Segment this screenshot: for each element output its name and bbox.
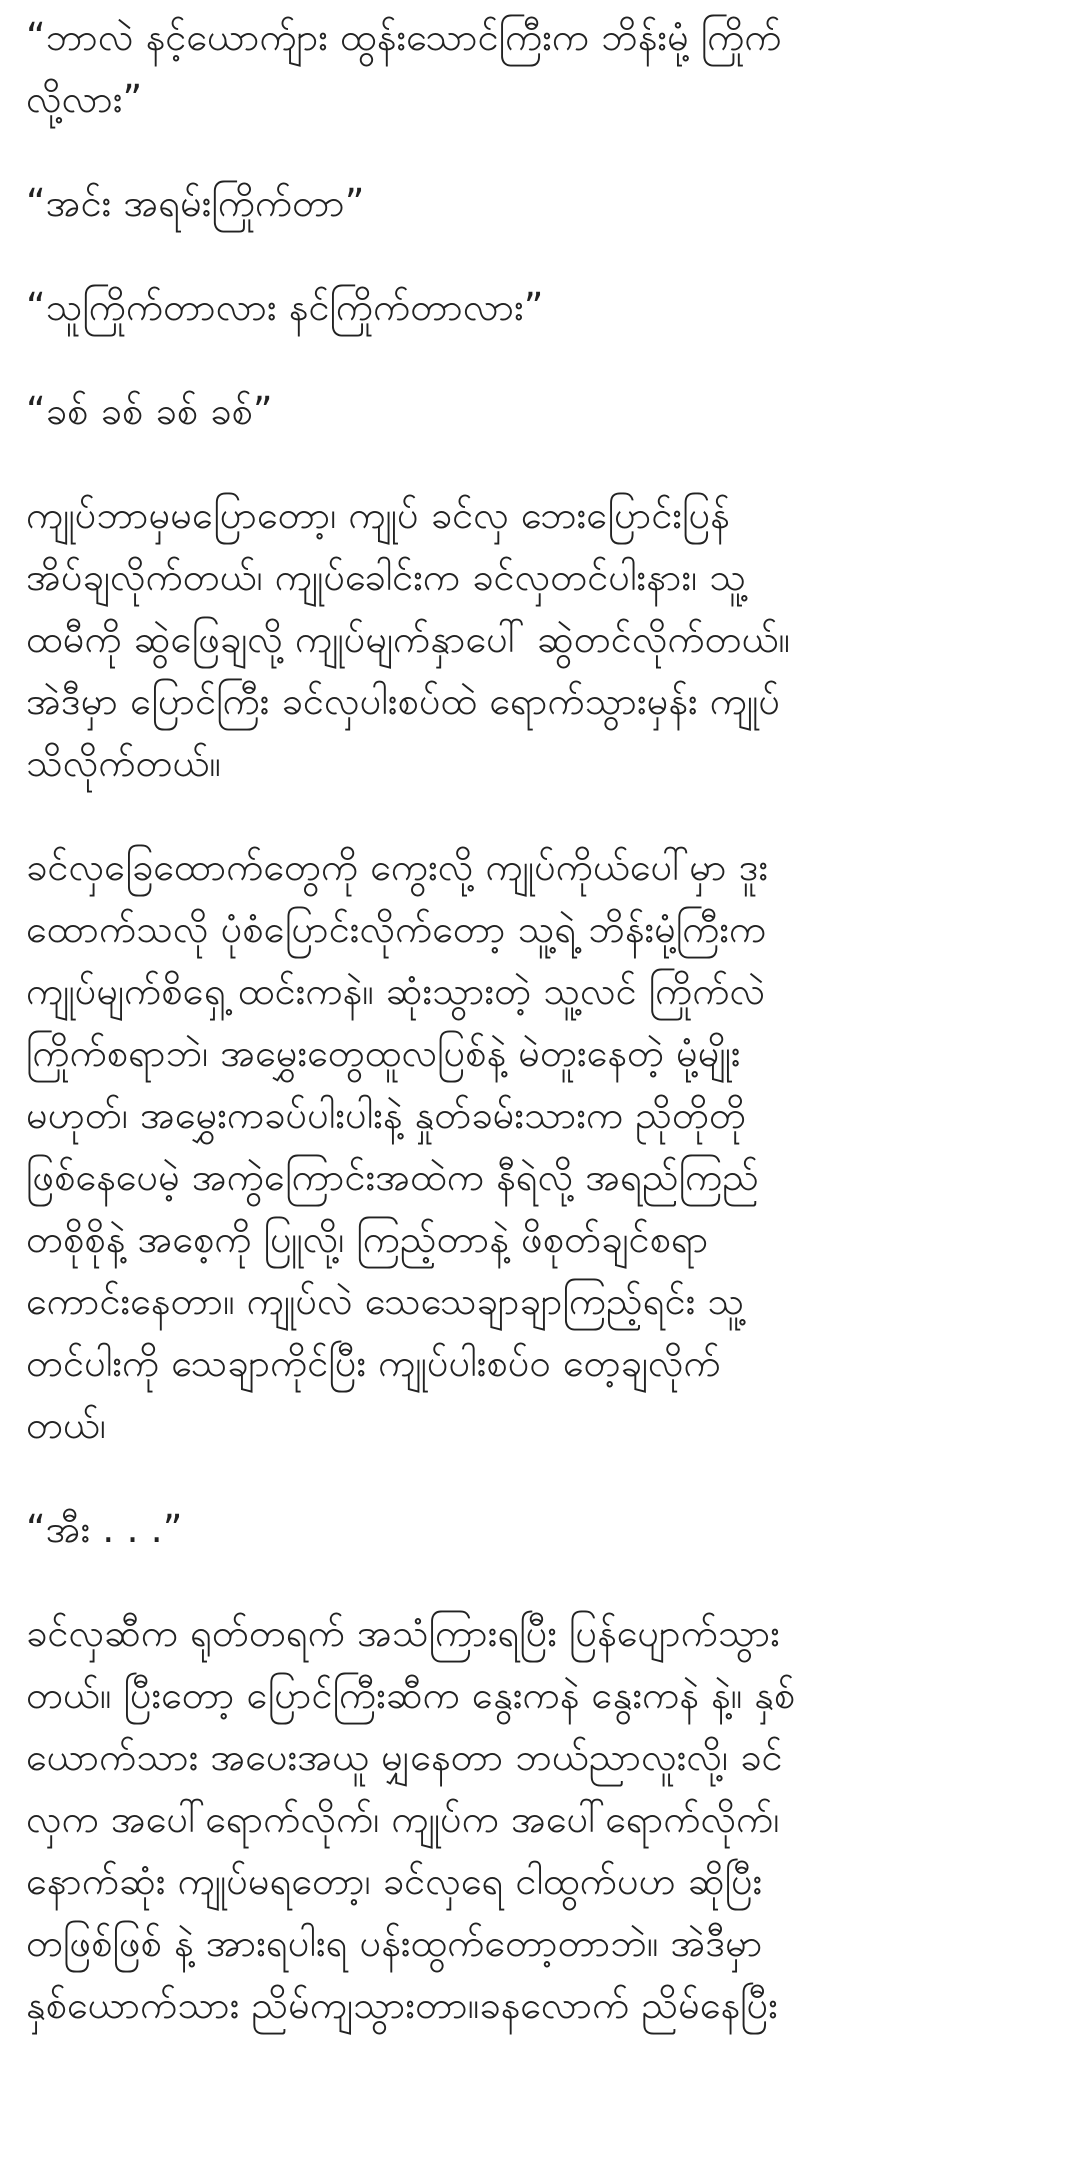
paragraph-narration-2: ခင်လှခြေထောက်တွေကို ကွေးလို့ ကျုပ်ကိုယ်ပေါ်မှာ ဒူး ထောက်သလို ပုံစံပြောင်းလိုက်တော့ သူ့ရဲ့ ဘိန်းမုံ့ကြီးက ကျုပ်မျက်စိရှေ့ ထင်းကနဲ။ ဆုံးသွားတဲ့ သူ့လင် ကြိုက်လဲ ကြိုက်စရာဘဲ၊ အမွှေးတွေထူလပြစ်နဲ့ မဲတူးနေတဲ့ မုံ့မျိုး မဟုတ်၊ အမွှေးကခပ်ပါးပါးနဲ့ နှုတ်ခမ်းသားက ညိုတိုတို ဖြစ်နေပေမဲ့ အကွဲကြောင်းအထဲက နီရဲလို့ အရည်ကြည် တစိုစိုနဲ့ အစေ့ကို ပြူလို့၊ ကြည့်တာနဲ့ ဖိစုတ်ချင်စရာ ကောင်းနေတာ။ ကျုပ်လဲ သေသေချာချာကြည့်ရင်း သူ့ တင်ပါးကို သေချာကိုင်ပြီး ကျုပ်ပါးစပ်ဝ တေ့ချလိုက် တယ်၊ bbox=[26, 845, 769, 1447]
paragraph-dialogue-1: “ဘာလဲ နင့်ယောက်ျား ထွန်းသောင်ကြီးက ဘိန်းမုံ့ ကြိုက် လို့လား” bbox=[26, 15, 782, 121]
paragraph-dialogue-2: “အင်း အရမ်းကြိုက်တာ” bbox=[26, 181, 365, 225]
paragraph-dialogue-5: “အီး . . .” bbox=[26, 1507, 183, 1551]
paragraph-narration-3: ခင်လှဆီက ရုတ်တရက် အသံကြားရပြီး ပြန်ပျောက်သွား တယ်။ ပြီးတော့ ပြောင်ကြီးဆီက နွေးကနဲ နွေးကနဲ နဲ့။ နှစ် ယောက်သား အပေးအယူ မျှနေတာ ဘယ်ညာလူးလို့၊ ခင် လှက အပေါ်ရောက်လိုက်၊ ကျုပ်က အပေါ်ရောက်လိုက်၊ နောက်ဆုံး ကျုပ်မရတော့၊ ခင်လှရေ ငါထွက်ပဟ ဆိုပြီး တဖြစ်ဖြစ် နဲ့ အားရပါးရ ပန်းထွက်တော့တာဘဲ။ အဲဒီမှာ နှစ်ယောက်သား ညိမ်ကျသွားတာ။ခနလောက် ညိမ်နေပြီး bbox=[26, 1611, 796, 2027]
paragraph-dialogue-3: “သူကြိုက်တာလား နင်ကြိုက်တာလား” bbox=[26, 285, 544, 329]
paragraph-narration-1: ကျုပ်ဘာမှမပြောတော့၊ ကျုပ် ခင်လှ ဘေးပြောင်းပြန် အိပ်ချလိုက်တယ်၊ ကျုပ်ခေါင်းက ခင်လှတင်ပါးနား၊ သူ့ ထမီကို ဆွဲဖြေချလို့ ကျုပ်မျက်နှာပေါ် ဆွဲတင်လိုက်တယ်။ အဲဒီမှာ ပြောင်ကြီး ခင်လှပါးစပ်ထဲ ရောက်သွားမှန်း ကျုပ် သိလိုက်တယ်။ bbox=[26, 493, 791, 785]
paragraph-dialogue-4: “ခစ် ခစ် ခစ် ခစ်” bbox=[26, 389, 273, 433]
